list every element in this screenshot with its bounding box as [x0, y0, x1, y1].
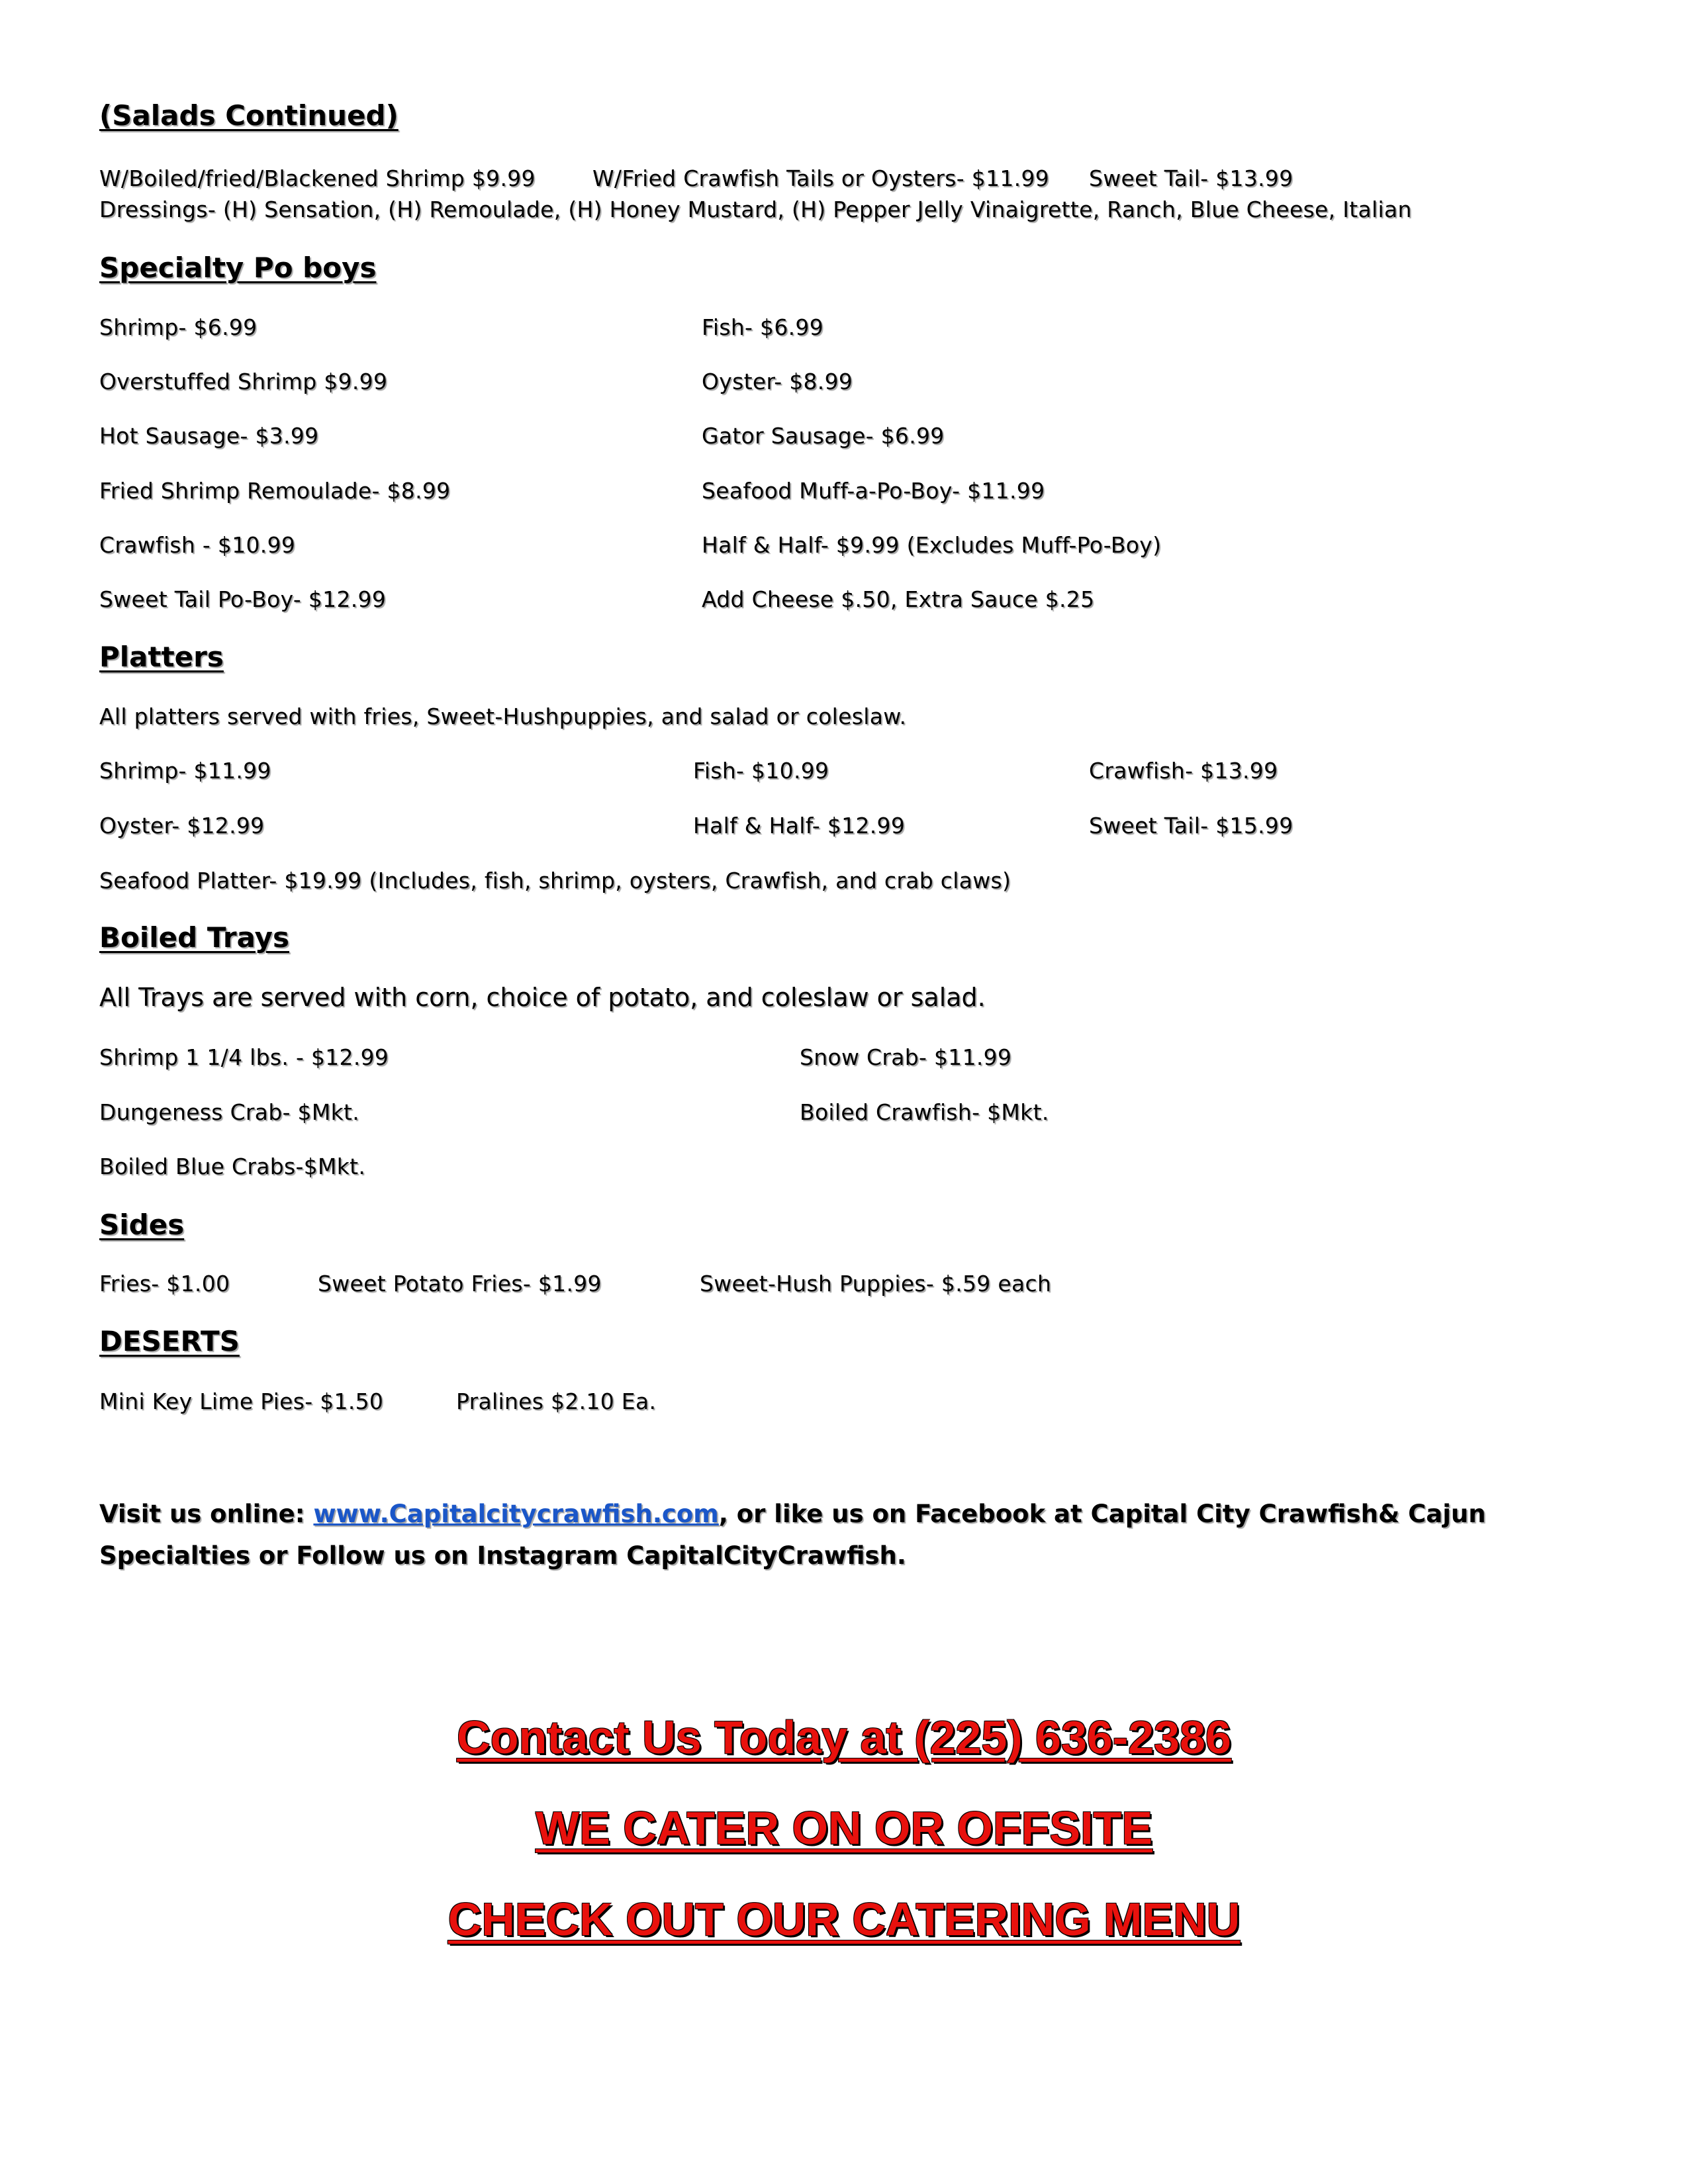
poboy-item: Gator Sausage- $6.99: [702, 423, 945, 449]
poboy-item: Sweet Tail Po-Boy- $12.99: [99, 586, 387, 612]
desert-item: Mini Key Lime Pies- $1.50: [99, 1388, 384, 1414]
poboy-item: Shrimp- $6.99: [99, 314, 258, 340]
online-line-2: Specialties or Follow us on Instagram CapitalCityCrawfish.: [99, 1541, 906, 1570]
side-item: Sweet Potato Fries- $1.99: [318, 1271, 602, 1297]
poboy-item: Add Cheese $.50, Extra Sauce $.25: [702, 586, 1095, 612]
tray-item: Shrimp 1 1/4 lbs. - $12.99: [99, 1044, 389, 1070]
catering-menu-banner: CHECK OUT OUR CATERING MENU: [447, 1893, 1241, 1945]
platter-item: Crawfish- $13.99: [1089, 758, 1278, 784]
boiled-trays-heading: Boiled Trays: [99, 921, 290, 954]
poboy-item: Seafood Muff-a-Po-Boy- $11.99: [702, 478, 1045, 504]
salad-addon-crawfish-oysters: W/Fried Crawfish Tails or Oysters- $11.99: [592, 165, 1050, 191]
salad-dressings: Dressings- (H) Sensation, (H) Remoulade, (H) Honey Mustard, (H) Pepper Jelly Vinaigrette, Ranch, Blue Cheese, Italian: [99, 197, 1412, 222]
platters-intro: All platters served with fries, Sweet-Hushpuppies, and salad or coleslaw.: [99, 704, 907, 729]
poboy-item: Hot Sausage- $3.99: [99, 423, 319, 449]
poboy-item: Overstuffed Shrimp $9.99: [99, 369, 388, 394]
salad-addon-shrimp: W/Boiled/fried/Blackened Shrimp $9.99: [99, 165, 536, 191]
poboy-item: Fish- $6.99: [702, 314, 824, 340]
website-link[interactable]: www.Capitalcitycrawfish.com: [313, 1500, 719, 1528]
platter-item: Half & Half- $12.99: [693, 813, 906, 839]
platters-heading: Platters: [99, 641, 224, 673]
tray-item: Dungeness Crab- $Mkt.: [99, 1099, 360, 1125]
platter-item: Oyster- $12.99: [99, 813, 265, 839]
tray-item: Snow Crab- $11.99: [800, 1044, 1012, 1070]
online-suffix: , or like us on Facebook at Capital City Crawfish& Cajun: [718, 1500, 1486, 1528]
tray-item: Boiled Crawfish- $Mkt.: [800, 1099, 1049, 1125]
poboy-item: Half & Half- $9.99 (Excludes Muff-Po-Boy): [702, 532, 1162, 558]
contact-banner: Contact Us Today at (225) 636-2386: [457, 1711, 1231, 1763]
online-line-1: [99, 1500, 1486, 1528]
side-item: Fries- $1.00: [99, 1271, 230, 1297]
trays-intro: All Trays are served with corn, choice of potato, and coleslaw or salad.: [99, 983, 986, 1012]
online-prefix: Visit us online:: [99, 1500, 314, 1528]
platter-item: Shrimp- $11.99: [99, 758, 271, 784]
deserts-heading: DESERTS: [99, 1325, 240, 1357]
platter-item: Fish- $10.99: [693, 758, 829, 784]
poboys-heading: Specialty Po boys: [99, 251, 377, 284]
salads-continued-heading: (Salads Continued): [99, 99, 399, 132]
platter-item: Sweet Tail- $15.99: [1089, 813, 1293, 839]
salad-addon-sweet-tail: Sweet Tail- $13.99: [1089, 165, 1293, 191]
seafood-platter: Seafood Platter- $19.99 (Includes, fish, shrimp, oysters, Crawfish, and crab claws): [99, 868, 1011, 893]
tray-item: Boiled Blue Crabs-$Mkt.: [99, 1154, 366, 1179]
poboy-item: Crawfish - $10.99: [99, 532, 296, 558]
poboy-item: Oyster- $8.99: [702, 369, 853, 394]
cater-banner: WE CATER ON OR OFFSITE: [535, 1802, 1152, 1854]
side-item: Sweet-Hush Puppies- $.59 each: [700, 1271, 1052, 1297]
poboy-item: Fried Shrimp Remoulade- $8.99: [99, 478, 451, 504]
sides-heading: Sides: [99, 1208, 185, 1241]
desert-item: Pralines $2.10 Ea.: [456, 1388, 657, 1414]
